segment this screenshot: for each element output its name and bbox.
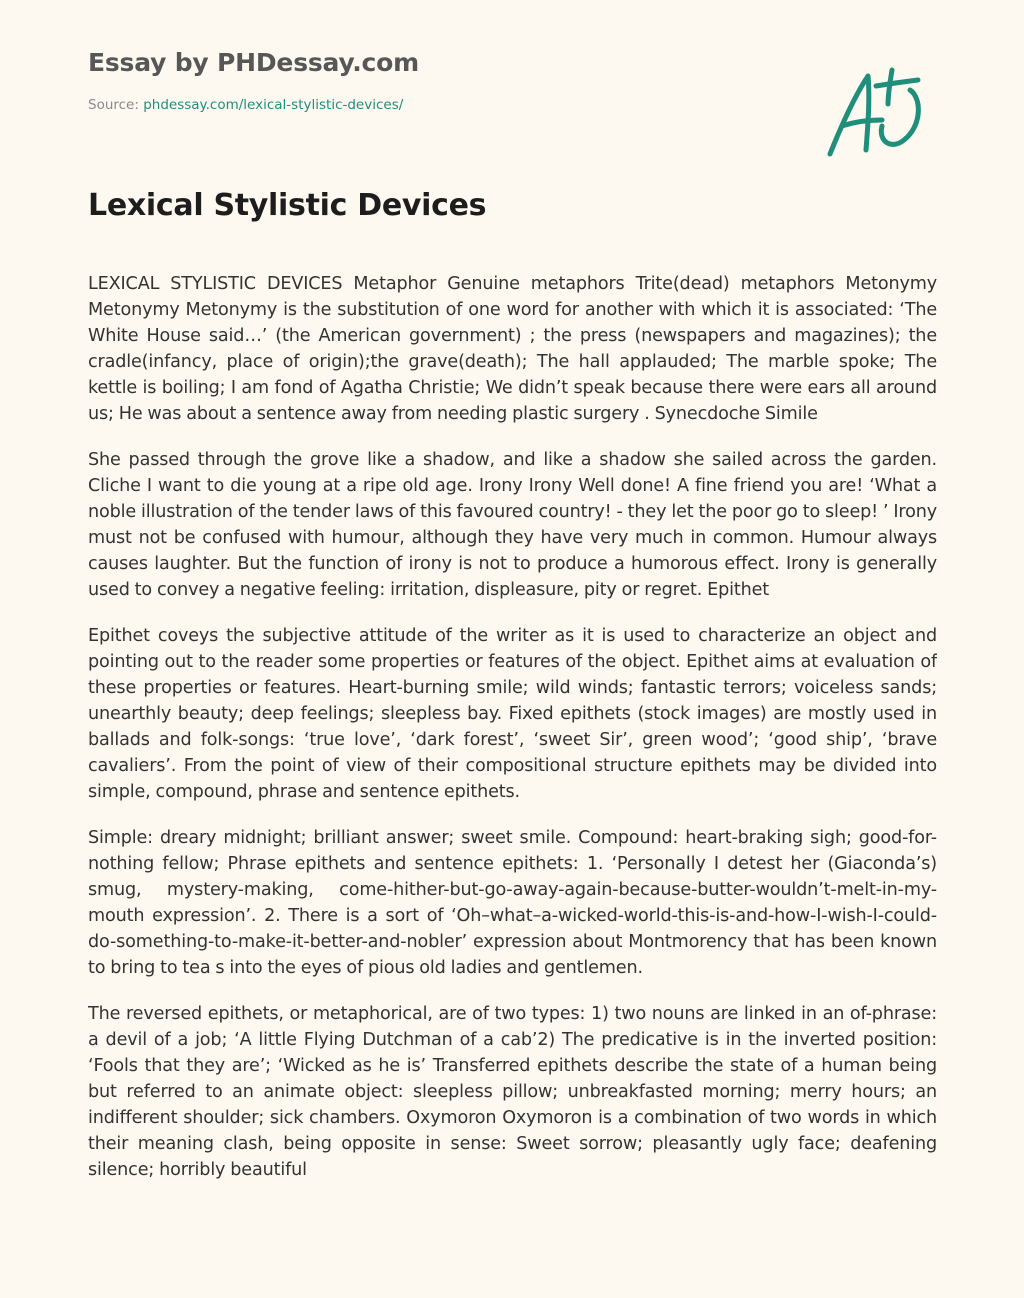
essay-paragraph: LEXICAL STYLISTIC DEVICES Metaphor Genuine metaphors Trite(dead) metaphors Metonymy Metonymy Metonymy is the substitution of one word for another with which it is associated: ‘The White House said…’ (the American government) ; the press (newspapers and magazines); the cradle(infancy, place of origin);the grave(death); The hall applauded; The marble spoke; The kettle is boiling; I am fond of Agatha Christie; We didn’t speak because there were ears all around us; He was about a sentence away from needing plastic surgery . Synecdoche Simile <box>88 274 937 424</box>
essay-body <box>88 271 937 1253</box>
a-plus-grade-icon <box>822 64 932 164</box>
site-brand: Essay by PHDessay.com <box>88 48 419 77</box>
essay-paragraph: Epithet coveys the subjective attitude of the writer as it is used to characterize an object and pointing out to the reader some properties or features of the object. Epithet aims at evaluation of these properties or features. Heart-burning smile; wild winds; fantastic terrors; voiceless sands; unearthly beauty; deep feelings; sleepless bay. Fixed epithets (stock images) are mostly used in ballads and folk-songs: ‘true love’, ‘dark forest’, ‘sweet Sir’, green wood’; ‘good ship’, ‘brave cavaliers’. From the point of view of their compositional structure epithets may be divided into simple, compound, phrase and sentence epithets. <box>88 626 937 802</box>
essay-paragraph: The reversed epithets, or metaphorical, are of two types: 1) two nouns are linked in an of-phrase: a devil of a job; ‘A little Flying Dutchman of a cab’2) The predicative is in the inverted position: ‘Fools that they are’; ‘Wicked as he is’ Transferred epithets describe the state of a human being but referred to an animate object: sleepless pillow; unbreakfasted morning; merry hours; an indifferent shoulder; sick chambers. Oxymoron Oxymoron is a combination of two words in which their meaning clash, being opposite in sense: Sweet sorrow; pleasantly ugly face; deafening silence; horribly beautiful <box>88 1004 937 1180</box>
content-fade-overlay <box>0 1238 1024 1298</box>
source-link[interactable]: phdessay.com/lexical-stylistic-devices/ <box>143 97 404 113</box>
essay-paragraph: Simple: dreary midnight; brilliant answer; sweet smile. Compound: heart-braking sigh; good-for-nothing fellow; Phrase epithets and sentence epithets: 1. ‘Personally I detest her (Giaconda’s) smug, mystery-making, come-hither-but-go-away-again-because-butter-wouldn’t-melt-in-my-mouth expression’. 2. There is a sort of ‘Oh–what–a-wicked-world-this-is-and-how-I-wish-I-could-do-something-to-make-it-better-and-nobler’ expression about Montmorency that has been known to bring to tea s into the eyes of pious old ladies and gentlemen. <box>88 828 937 978</box>
site-header <box>88 48 788 113</box>
essay-title: Lexical Stylistic Devices <box>88 188 487 223</box>
essay-paragraph: She passed through the grove like a shadow, and like a shadow she sailed across the garden. Cliche I want to die young at a ripe old age. Irony Irony Well done! A fine friend you are! ‘What a noble illustration of the tender laws of this favoured country! - they let the poor go to sleep! ’ Irony must not be confused with humour, although they have very much in common. Humour always causes laughter. But the function of irony is not to produce a humorous effect. Irony is generally used to convey a negative feeling: irritation, displeasure, pity or regret. Epithet <box>88 450 937 600</box>
source-line <box>88 97 788 113</box>
source-label: Source: <box>88 97 139 113</box>
